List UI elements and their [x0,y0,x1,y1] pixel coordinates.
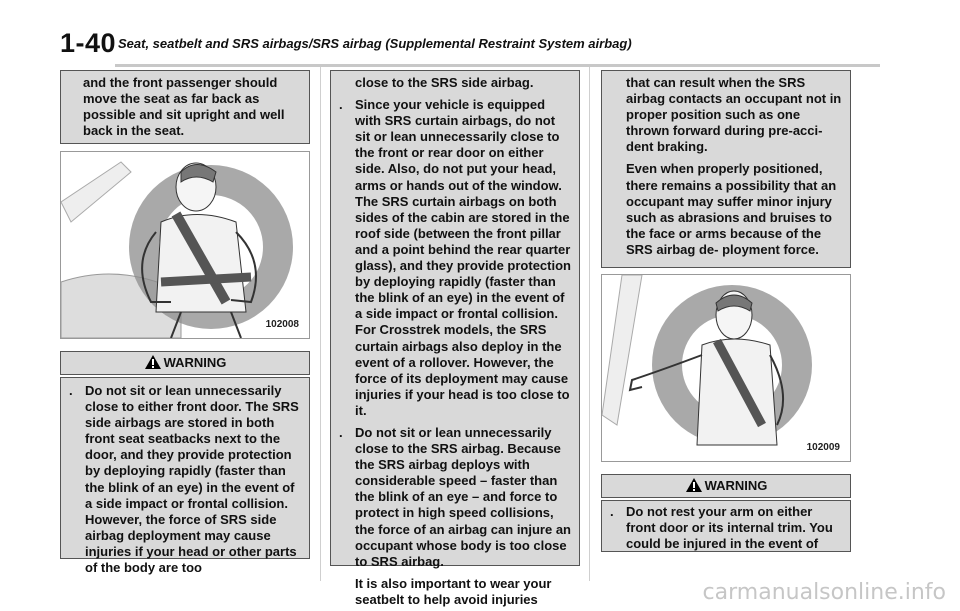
warning-box-3 [601,70,851,268]
box-text-2: Even when properly positioned, there remains a possibility that an occupant may suffer minor injury such as abrasions and bruises to the face or arms because of the SRS airbag de- ployment force. [626,161,837,257]
column-divider-2 [589,67,590,581]
figure-id: 102008 [265,319,299,330]
occupant-airbag-illustration [602,275,850,461]
warning-box-1 [60,377,310,576]
bullet-marker: . [339,424,343,440]
warning-label: WARNING [163,355,227,370]
warning-bullet-text: Do not sit or lean unnecessarily close to either front door. The SRS side airbags are stored in both front seat seatbacks next to the door, and they provide protection by deploying rapidly (faster than the blink of an eye) in the event of a side impact or frontal collision. However, the force of SRS side airbag deployment may cause injuries if your head or other parts of the body are too [85,383,299,576]
bullet-1-text: Since your vehicle is equipped with SRS curtain airbags, do not sit or lean unnecessarily close to the front or rear door on either side. Also, do not put your head, arms or hands out of the window. The SRS curtain airbags on both sides of the cabin are stored in the roof side (between the front pillar and a point behind the rear quarter glass), and they provide protection by deploying rapidly (faster than the blink of an eye) in the event of a side impact or frontal collision. For Crosstrek models, the SRS curtain airbags also deploy in the event of a rollover. However, the force of its deployment may cause injuries if your head is too close to it. [355,97,571,418]
bullet-2-paragraph: It is also important to wear your seatbelt to help avoid injuries [355,575,552,607]
figure-102009 [601,274,851,462]
column-divider-1 [320,67,321,581]
warning-box-2 [330,70,580,607]
header-rule [115,64,880,67]
bullet-marker: . [69,383,73,398]
section-title: Seat, seatbelt and SRS airbags/SRS airbag (Supplemental Restraint System airbag) [118,36,632,51]
bullet-item-1 [339,97,571,419]
bullet-item-2 [339,425,571,570]
watermark: carmanualsonline.info [702,580,946,605]
page-header [0,24,960,60]
bullet-2-text: Do not sit or lean unnecessarily close to the SRS airbag. Because the SRS airbag deploys with considerable speed – faster than the blink of an eye – and force to protect in high speed collisions, the force of an airbag can injure an occupant whose body is too close to SRS airbag. [355,424,571,569]
warning-box-4 [601,500,851,552]
warning-bullet-item [610,504,842,552]
seated-occupant-illustration [61,152,309,338]
caution-box-intro [60,70,310,144]
bullet-marker: . [610,504,614,519]
warning-header-3 [601,474,851,498]
figure-id: 102009 [806,442,840,453]
intro-text: and the front passenger should move the seat as far back as possible and sit upright and well back in the seat. [83,75,285,139]
continued-text: close to the SRS side airbag. [355,75,534,90]
warning-header-1 [60,351,310,375]
warning-label: WARNING [704,478,768,493]
figure-102008 [60,151,310,339]
bullet-marker: . [339,97,343,113]
page-number: 1-40 [60,28,117,58]
warning-bullet-text: Do not rest your arm on either front door or its internal trim. You could be injured in the event of [626,504,833,552]
warning-bullet-item [69,383,301,576]
box-text-1: that can result when the SRS airbag contacts an occupant not in proper position such as one thrown forward during pre-acci- dent braking. [626,75,842,155]
